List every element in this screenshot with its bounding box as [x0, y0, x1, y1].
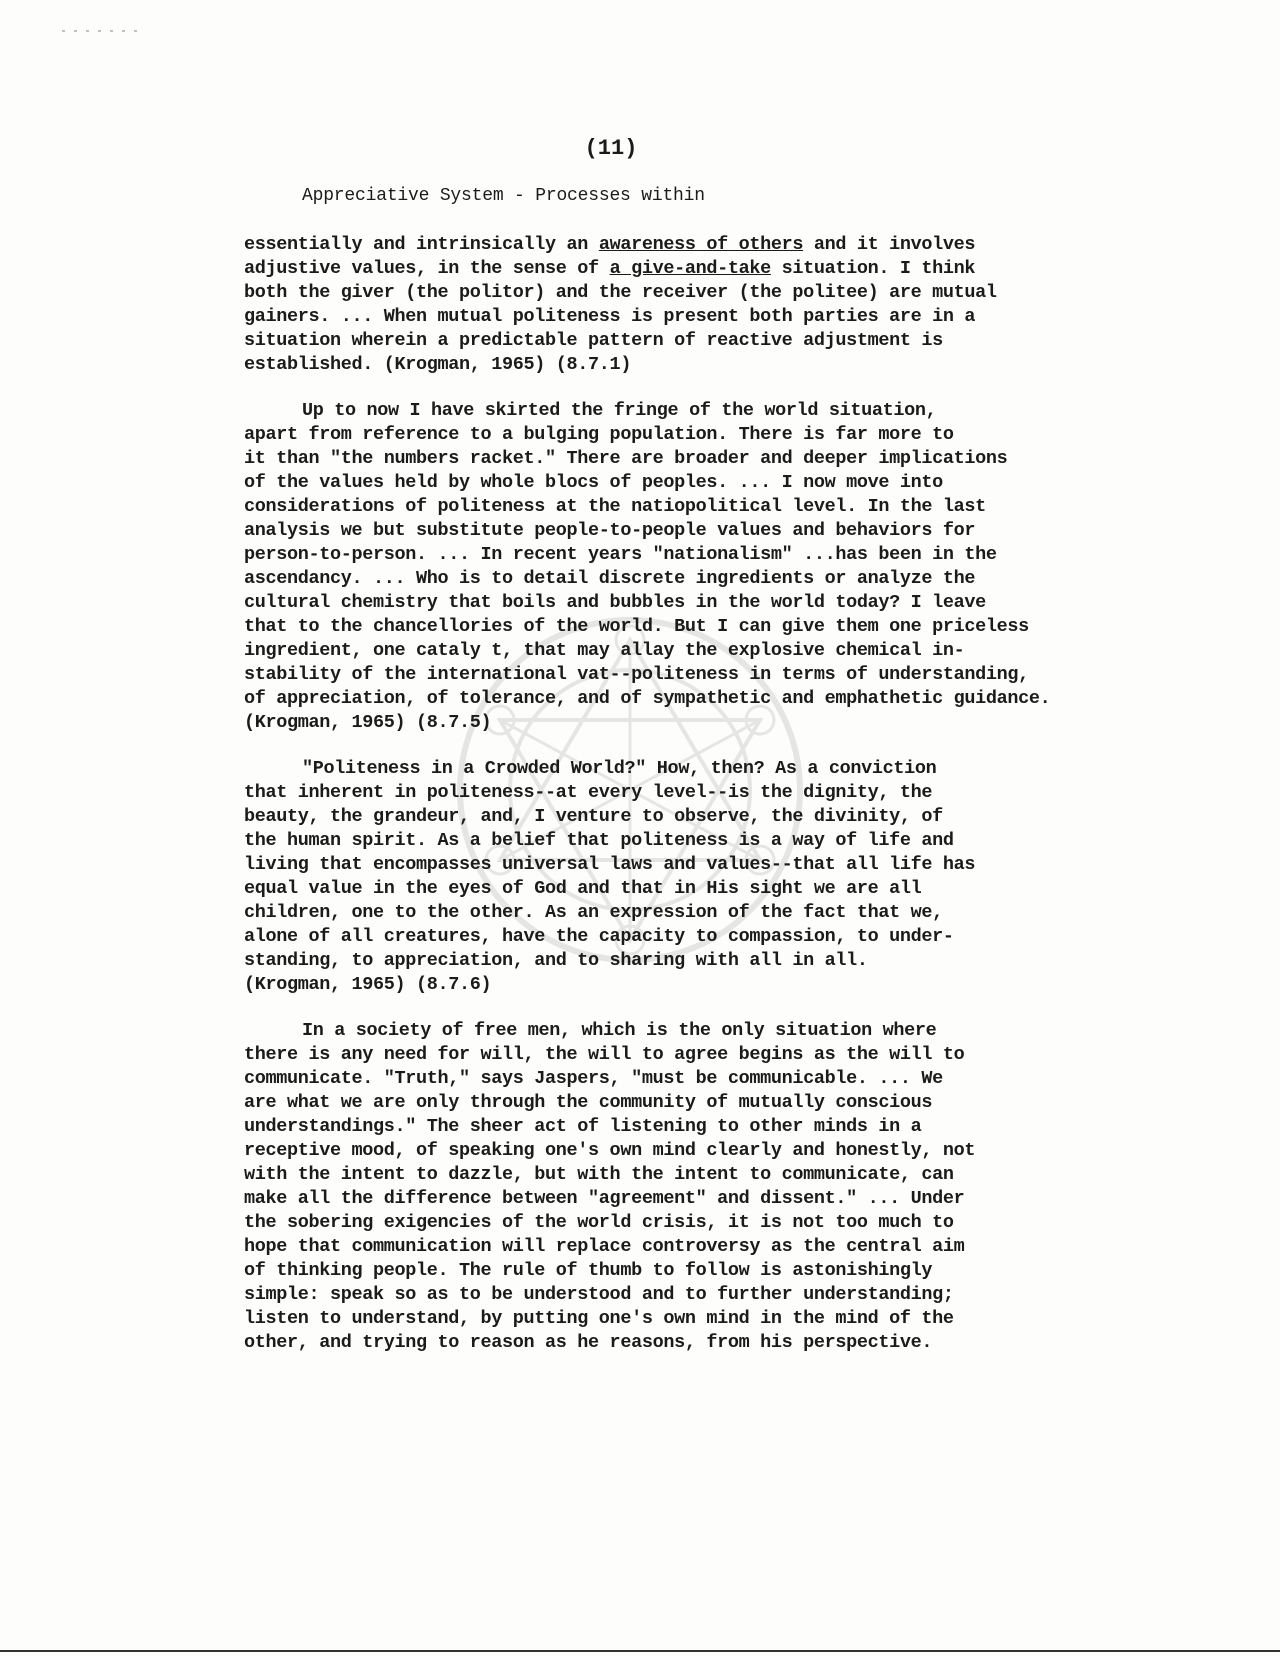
paragraph-4: In a society of free men, which is the only situation where there is any need for will, the will to agree begins as the will to communicate. "Truth," says Jaspers, "must be communicable. ... We are what we are only through the community of mutually conscious understandings." The sheer act of listening to other minds in a receptive mood, of speaking one's own mind clearly and honestly, not with the intent to dazzle, but with the intent to communicate, can make all the difference between "agreement" and dissent." ... Under the sobering exigencies of the world crisis, it is not too much to hope that communication will replace controversy as the central aim of thinking people. The rule of thumb to follow is astonishingly simple: speak so as to be understood and to further understanding; listen to understand, by putting one's own mind in the mind of the other, and trying to reason as he reasons, from his perspective.: [244, 1020, 976, 1353]
paragraph-1-post: situation. I think both the giver (the politor) and the receiver (the politee) are mutual gainers. ... When mutual politeness is present both parties are in a situation wherein a predictable pattern of reactive adjustment is established. (Krogman, 1965) (8.7.1): [244, 258, 997, 375]
running-head: Appreciative System - Processes within: [302, 186, 705, 206]
paragraph-1-underlined-2: a give-and-take: [609, 258, 771, 279]
paragraph-1-underlined: awareness of others: [598, 234, 804, 255]
paragraph-1-mid: and it involves adjustive values, in the sense of: [244, 234, 976, 279]
paragraph-1: [244, 233, 1144, 377]
paragraph-1-pre: essentially and intrinsically an: [244, 234, 599, 255]
body-text: [244, 233, 1144, 1377]
paragraph-2: Up to now I have skirted the fringe of the world situation, apart from reference to a bulging population. There is far more to it than "the numbers racket." There are broader and deeper implications of the values held by whole blocs of peoples. ... I now move into considerations of politeness at the natiopolitical level. In the last analysis we but substitute people-to-people values and behaviors for person-to-person. ... In recent years "nationalism" ...has been in the ascendancy. ... Who is to detail discrete ingredients or analyze the cultural chemistry that boils and bubbles in the world today? I leave that to the chancellories of the world. But I can give them one priceless ingredient, one cataly t, that may allay the explosive chemical in- stability of the international vat--politeness in terms of understanding, of appreciation, of tolerance, and of sympathetic and emphathetic guidance. (Krogman, 1965) (8.7.5): [244, 400, 1051, 733]
page-number: (11): [584, 136, 638, 161]
paragraph-3: "Politeness in a Crowded World?" How, then? As a conviction that inherent in politeness--at every level--is the dignity, the beauty, the grandeur, and, I venture to observe, the divinity, of the human spirit. As a belief that politeness is a way of life and living that encompasses universal laws and values--that all life has equal value in the eyes of God and that in His sight we are all children, one to the other. As an expression of the fact that we, alone of all creatures, have the capacity to compassion, to under- standing, to appreciation, and to sharing with all in all. (Krogman, 1965) (8.7.6): [244, 758, 976, 995]
scan-speck: [62, 30, 142, 32]
bottom-rule: [0, 1650, 1280, 1652]
